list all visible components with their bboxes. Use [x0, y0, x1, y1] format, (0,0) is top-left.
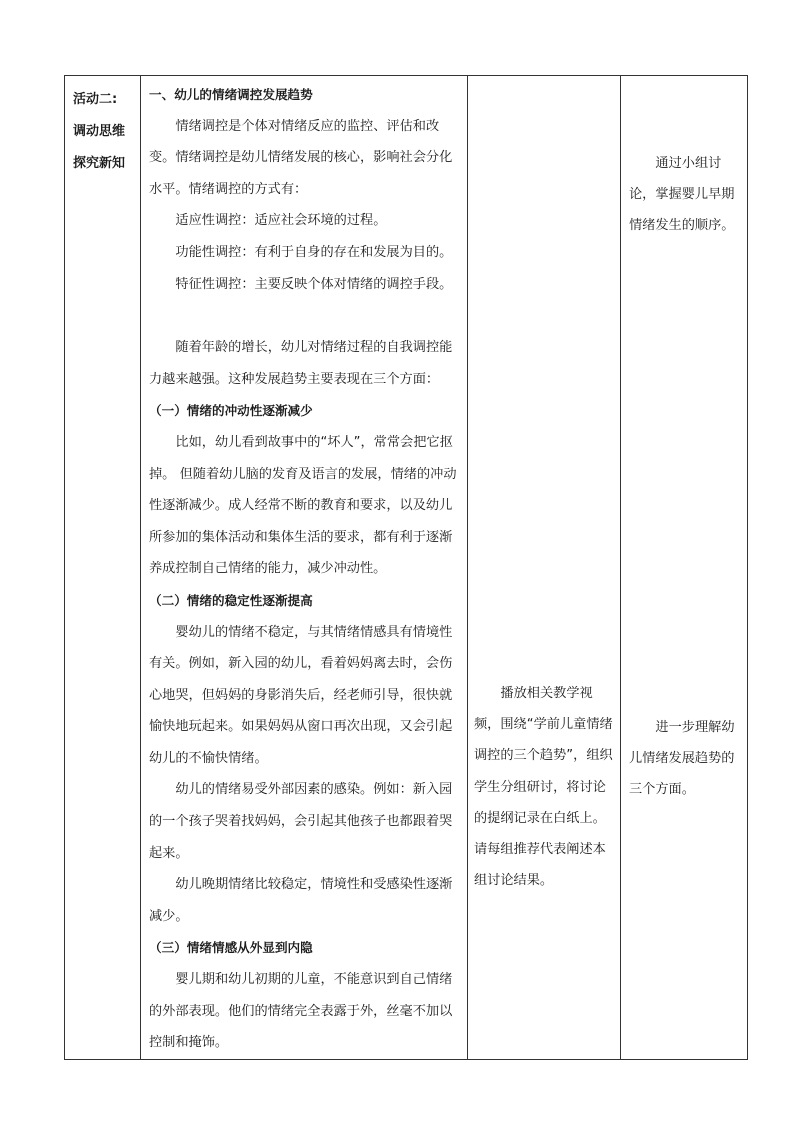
teaching-content: [141, 76, 467, 1059]
subsection-2-text-2: 幼儿的情绪易受外部因素的感染。例如：新入园的一个孩子哭着找妈妈，会引起其他孩子也都跟着哭起来。: [149, 782, 453, 861]
teacher-activity: [468, 76, 620, 896]
teacher-activity-text: 播放相关教学视频，围绕“学前儿童情绪调控的三个趋势”，组织学生分组研讨，将讨论的提纲记录在白纸上。请每组推荐代表阐述本组讨论结果。: [474, 686, 613, 889]
intro-paragraph: 情绪调控是个体对情绪反应的监控、评估和改变。情绪调控是幼儿情绪发展的核心，影响社会分化水平。情绪调控的方式有：: [149, 118, 453, 197]
design-intent-text-2: 进一步理解幼儿情绪发展趋势的三个方面。: [629, 719, 735, 798]
table-row: [65, 76, 748, 1060]
activity-number: 活动二:: [73, 92, 118, 107]
subsection-3-text: 婴儿期和幼儿初期的儿童，不能意识到自己情绪的外部表现。他们的情绪完全表露于外，丝毫不加以控制和掩饰。: [149, 972, 453, 1051]
subsection-3-title: （三）情绪情感从外显到内隐: [149, 940, 313, 956]
section-heading: 一、幼儿的情绪调控发展趋势: [149, 87, 313, 102]
subsection-1-title: （一）情绪的冲动性逐渐减少: [149, 403, 313, 419]
spacer: [149, 300, 461, 332]
trend-intro-paragraph: 随着年龄的增长，幼儿对情绪过程的自我调控能力越来越强。这种发展趋势主要表现在三个方面：: [149, 340, 453, 387]
lesson-plan-table: [64, 75, 748, 1060]
activity-title-line1: 调动思维: [73, 124, 126, 139]
subsection-2-text-3: 幼儿晚期情绪比较稳定，情境性和受感染性逐渐减少。: [149, 877, 453, 924]
content-cell: [141, 76, 468, 1060]
activity-title-line2: 探究新知: [73, 156, 126, 171]
activity-label: [65, 76, 140, 180]
regulation-mode-1: 适应性调控：适应社会环境的过程。: [175, 213, 387, 229]
activity-cell: [65, 76, 141, 1060]
design-intent-cell: [621, 76, 748, 1060]
subsection-1-text: 比如，幼儿看到故事中的“坏人”，常常会把它抠掉。 但随着幼儿脑的发育及语言的发展，情绪的冲动性逐渐减少。成人经常不断的教育和要求，以及幼儿所参加的集体活动和集体生活的要求，都有利于逐渐养成控制自己情绪的能力，减少冲动性。: [149, 434, 457, 577]
subsection-2-title: （二）情绪的稳定性逐渐提高: [149, 592, 313, 608]
regulation-mode-2: 功能性调控：有利于自身的存在和发展为目的。: [175, 244, 453, 260]
design-intent-text-1: 通过小组讨论，掌握婴儿早期情绪发生的顺序。: [629, 156, 735, 234]
regulation-mode-3: 特征性调控：主要反映个体对情绪的调控手段。: [175, 276, 453, 292]
subsection-2-text-1: 婴幼儿的情绪不稳定，与其情绪情感具有情境性有关。例如，新入园的幼儿，看着妈妈离去时，会伤心地哭，但妈妈的身影消失后，经老师引导，很快就愉快地玩起来。如果妈妈从窗口再次出现，又会引起幼儿的不愉快情绪。: [149, 624, 453, 766]
design-intent-2: [621, 242, 747, 806]
teacher-activity-cell: [468, 76, 621, 1060]
design-intent-1: [621, 76, 747, 242]
